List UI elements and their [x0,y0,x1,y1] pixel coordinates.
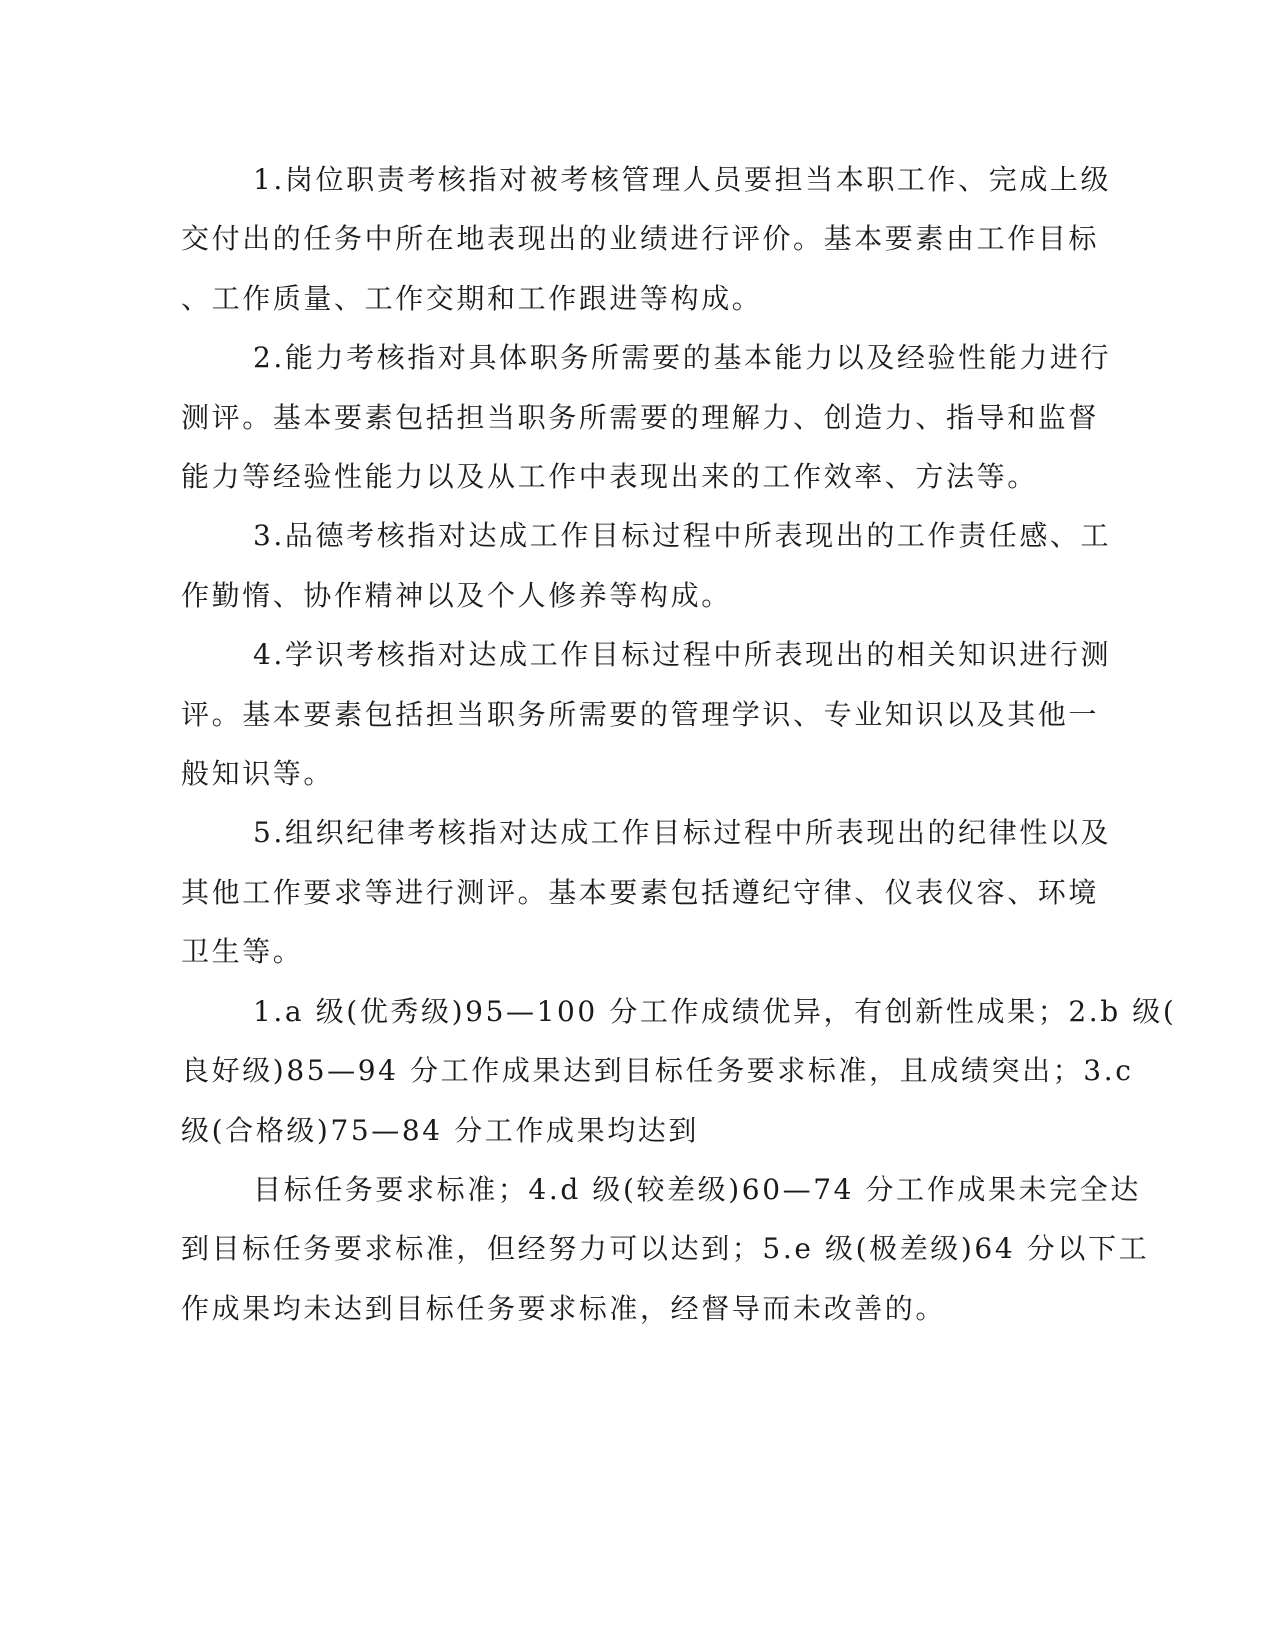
paragraph-6 [181,982,1177,1160]
paragraph-1 [181,150,1112,328]
paragraph-4 [181,625,1112,803]
paragraph-line: 3.品德考核指对达成工作目标过程中所表现出的工作责任感、工 [253,519,1112,553]
paragraph-line: 交付出的任务中所在地表现出的业绩进行评价。基本要素由工作目标 [181,222,1100,256]
paragraph-line: 评。基本要素包括担当职务所需要的管理学识、专业知识以及其他一 [181,697,1100,731]
paragraph-line: 级(合格级)75—84 分工作成果均达到 [181,1113,700,1147]
paragraph-3 [181,506,1112,625]
paragraph-line: 般知识等。 [181,757,335,791]
paragraph-2 [181,328,1112,506]
paragraph-line: 测评。基本要素包括担当职务所需要的理解力、创造力、指导和监督 [181,400,1100,434]
paragraph-line: 到目标任务要求标准，但经努力可以达到；5.e 级(极差级)64 分以下工 [181,1232,1150,1266]
paragraph-line: 5.组织纪律考核指对达成工作目标过程中所表现出的纪律性以及 [253,816,1112,850]
paragraph-line: 卫生等。 [181,935,304,969]
paragraph-5 [181,803,1112,981]
paragraph-line: 目标任务要求标准；4.d 级(较差级)60—74 分工作成果未完全达 [253,1172,1141,1206]
document-body [181,150,1177,1338]
paragraph-line: 良好级)85—94 分工作成果达到目标任务要求标准，且成绩突出；3.c [181,1054,1134,1088]
paragraph-line: 作成果均未达到目标任务要求标准，经督导而未改善的。 [181,1291,947,1325]
paragraph-line: 其他工作要求等进行测评。基本要素包括遵纪守律、仪表仪容、环境 [181,875,1100,909]
paragraph-line: 4.学识考核指对达成工作目标过程中所表现出的相关知识进行测 [253,638,1112,672]
paragraph-line: 、工作质量、工作交期和工作跟进等构成。 [181,281,763,315]
paragraph-line: 作勤惰、协作精神以及个人修养等构成。 [181,578,732,612]
paragraph-line: 2.能力考核指对具体职务所需要的基本能力以及经验性能力进行 [253,341,1112,375]
paragraph-line: 1.a 级(优秀级)95—100 分工作成绩优异，有创新性成果；2.b 级( [253,994,1177,1028]
paragraph-7 [181,1160,1150,1338]
paragraph-line: 能力等经验性能力以及从工作中表现出来的工作效率、方法等。 [181,460,1038,494]
paragraph-line: 1.岗位职责考核指对被考核管理人员要担当本职工作、完成上级 [253,163,1112,196]
